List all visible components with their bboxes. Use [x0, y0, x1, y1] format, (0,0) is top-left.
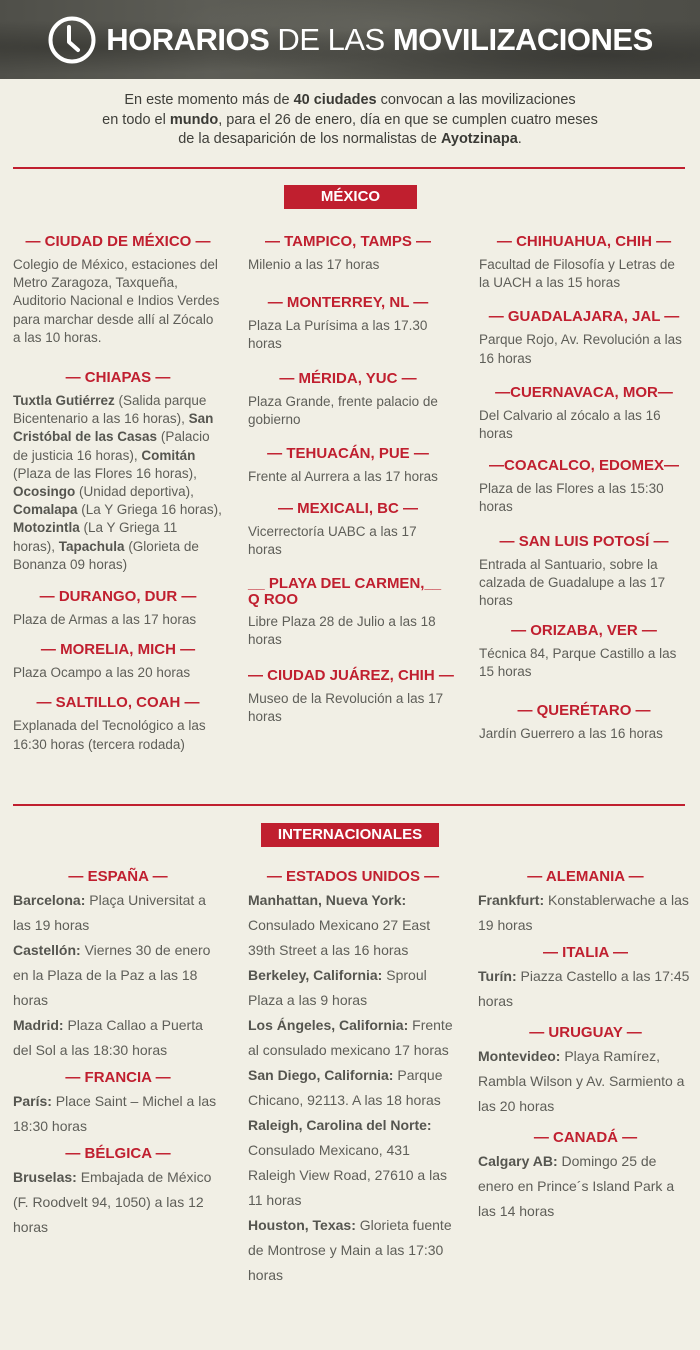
city-name: Berkeley, California: [248, 967, 383, 983]
country-heading: — CANADÁ — [533, 1129, 638, 1146]
mexico-column-2 [248, 233, 454, 726]
city-heading: — GUADALAJARA, JAL — [488, 308, 680, 326]
city-details: Explanada del Tecnológico a las 16:30 horas (tercera rodada) [13, 718, 206, 752]
city-heading: — CHIHUAHUA, CHIH — [496, 233, 672, 250]
location-details: Plaça Universitat a las 19 horas [13, 892, 206, 933]
country-entry [13, 1145, 223, 1240]
intro-highlight: 40 ciudades [293, 92, 377, 108]
intl-column-3 [478, 868, 693, 1224]
city-name: Bruselas: [13, 1169, 77, 1185]
city-name: Montevideo: [478, 1048, 561, 1064]
country-heading: — ESPAÑA — [68, 868, 168, 885]
city-heading: — MORELIA, MICH — [40, 641, 196, 659]
intl-column-1 [13, 868, 223, 1240]
city-name: Los Ángeles, California: [248, 1017, 409, 1033]
country-heading: — FRANCIA — [65, 1069, 171, 1086]
country-entry [478, 944, 693, 1014]
country-entry [478, 868, 693, 938]
place-details: (Salida parque Bicentenario a las 16 horas), [13, 393, 207, 427]
location-item [248, 1013, 458, 1063]
city-details: Plaza Grande, frente palacio de gobierno [248, 393, 438, 427]
place-name: Motozintla [13, 520, 80, 536]
country-heading: — BÉLGICA — [65, 1145, 171, 1162]
location-item [248, 888, 458, 963]
place-details: (Unidad deportiva), [75, 484, 194, 500]
location-item [248, 963, 458, 1013]
city-details: Colegio de México, estaciones del Metro Zaragoza, Taxqueña, Auditorio Nacional e Indios Verdes para marchar desde allí al Zócalo a las 10 horas. [13, 257, 220, 345]
location-item [13, 1165, 223, 1240]
city-details: Parque Rojo, Av. Revolución a las 16 horas [479, 332, 682, 366]
clock-icon [47, 15, 97, 65]
section-label-mexico: MÉXICO [284, 185, 417, 209]
intro-highlight: mundo [169, 111, 219, 128]
intro-highlight: Ayotzinapa [440, 131, 518, 147]
place-name: Ocosingo [13, 484, 76, 500]
mexico-column-1 [13, 233, 223, 754]
location-details: Domingo 25 de enero en Prince´s Island Park a las 14 horas [478, 1153, 675, 1219]
city-name: Manhattan, Nueva York: [248, 892, 407, 908]
country-heading: — ESTADOS UNIDOS — [266, 868, 440, 885]
section-label-internacionales: INTERNACIONALES [261, 823, 439, 847]
city-entry [479, 233, 689, 292]
city-details: Libre Plaza 28 de Julio a las 18 horas [248, 613, 436, 647]
city-name: Calgary AB: [478, 1153, 558, 1169]
place-name: Tapachula [58, 538, 125, 554]
city-name: Raleigh, Carolina del Norte: [248, 1117, 432, 1133]
city-entry [248, 500, 448, 559]
city-details: Técnica 84, Parque Castillo a las 15 horas [479, 646, 677, 680]
city-entry [248, 370, 448, 429]
title-part: DE LAS [269, 21, 393, 57]
city-entry [13, 588, 223, 629]
country-details [478, 1149, 693, 1224]
location-item [478, 888, 693, 938]
city-name: Frankfurt: [478, 892, 545, 908]
location-item [13, 938, 223, 1013]
city-entry [479, 533, 689, 611]
country-entry [478, 1129, 693, 1224]
city-name: Castellón: [13, 942, 81, 958]
city-entry [13, 694, 223, 753]
city-heading: — SALTILLO, COAH — [36, 694, 200, 712]
city-details: Entrada al Santuario, sobre la calzada de Guadalupe a las 17 horas [479, 556, 666, 609]
location-details: Parque Chicano, 92113. A las 18 horas [248, 1067, 443, 1108]
place-details: (La Y Griega 16 horas), [77, 502, 222, 518]
location-item [248, 1113, 458, 1213]
city-details: Facultad de Filosofía y Letras de la UACH a las 15 horas [479, 257, 675, 291]
city-entry [13, 641, 223, 682]
place-name: Comalapa [13, 502, 78, 518]
intro-text-part: de la desaparición de los normalistas de [178, 131, 441, 147]
place-name: Tuxtla Gutiérrez [13, 393, 115, 409]
city-details: Del Calvario al zócalo a las 16 horas [479, 407, 661, 442]
city-name: Madrid: [13, 1017, 64, 1033]
intro-text-part: en todo el [102, 111, 170, 128]
country-entry [13, 1069, 223, 1139]
city-details: Milenio a las 17 horas [248, 257, 380, 272]
location-details: Sproul Plaza a las 9 horas [248, 967, 427, 1008]
location-item [13, 888, 223, 938]
city-heading: — SAN LUIS POTOSÍ — [499, 532, 669, 550]
city-details: Jardín Guerrero a las 16 horas [479, 725, 663, 741]
mexico-column-3 [479, 233, 689, 743]
country-entry [13, 868, 223, 1063]
city-heading: — TEHUACÁN, PUE — [267, 445, 429, 463]
city-entry [479, 622, 689, 681]
city-entry [248, 294, 448, 353]
country-details [13, 888, 223, 1063]
page-title [106, 22, 653, 58]
intro-text-part: . [517, 131, 522, 147]
intro-text [0, 91, 700, 150]
location-item [478, 1044, 693, 1119]
city-heading: — MÉRIDA, YUC — [279, 369, 417, 387]
location-details: Consulado Mexicano, 431 Raleigh View Road, 27610 a las 11 horas [248, 1142, 447, 1208]
location-details: Piazza Castello a las 17:45 horas [478, 968, 690, 1009]
city-heading: — CIUDAD JUÁREZ, CHIH — [248, 667, 454, 685]
location-item [13, 1013, 223, 1063]
city-entry [248, 667, 454, 726]
location-details: Frente al consulado mexicano 17 horas [248, 1017, 453, 1058]
city-heading: — QUERÉTARO — [517, 701, 651, 719]
country-heading: — URUGUAY — [529, 1024, 642, 1041]
city-entry [248, 576, 448, 649]
country-entry [248, 868, 458, 1288]
location-item [478, 1149, 693, 1224]
place-details: (La Y Griega 11 horas), [13, 520, 178, 554]
location-details: Place Saint – Michel a las 18:30 horas [13, 1093, 217, 1134]
country-heading: — ALEMANIA — [527, 868, 644, 885]
city-details: Plaza Ocampo a las 20 horas [13, 665, 191, 681]
place-details: (Palacio de justicia 16 horas), [13, 429, 210, 463]
city-entry [13, 233, 223, 347]
place-details: (Plaza de las Flores 16 horas), [13, 465, 197, 481]
city-entry [248, 233, 448, 274]
location-details: Glorieta fuente de Montrose y Main a las 17:30 horas [248, 1217, 452, 1283]
country-details [478, 888, 693, 938]
location-details: Plaza Callao a Puerta del Sol a las 18:30 horas [13, 1017, 203, 1058]
city-details: Frente al Aurrera a las 17 horas [248, 469, 438, 485]
intro-text-part: , para el 26 de enero, día en que se cumplen cuatro meses [218, 111, 598, 128]
city-entry [479, 702, 689, 743]
location-item [13, 1089, 223, 1139]
city-details: Museo de la Revolución a las 17 horas [248, 691, 444, 725]
city-details: Plaza de Armas a las 17 horas [13, 612, 197, 628]
country-details [248, 888, 458, 1288]
location-details: Konstablerwache a las 19 horas [478, 892, 689, 933]
country-details [478, 964, 693, 1014]
city-heading: __ PLAYA DEL CARMEN,__ Q ROO [248, 574, 442, 608]
country-heading: — ITALIA — [543, 944, 628, 961]
city-details: Plaza La Purísima a las 17.30 horas [248, 318, 428, 352]
city-name: San Diego, California: [248, 1067, 394, 1083]
place-name: San Cristóbal de las Casas [13, 411, 214, 445]
city-name: París: [13, 1093, 52, 1109]
title-part: MOVILIZACIONES [392, 21, 653, 57]
location-details: Embajada de México (F. Roodvelt 94, 1050) a las 12 horas [13, 1169, 212, 1235]
intro-text-part: En este momento más de [124, 92, 294, 108]
location-item [478, 964, 693, 1014]
city-heading: — CIUDAD DE MÉXICO — [25, 233, 211, 250]
city-entry [479, 308, 689, 367]
city-heading: — CHIAPAS — [65, 369, 171, 387]
city-name: Turín: [478, 968, 517, 984]
city-entry [248, 445, 448, 486]
header-banner [0, 0, 700, 79]
city-heading: — ORIZABA, VER — [511, 622, 657, 640]
country-entry [478, 1024, 693, 1119]
city-heading: —COACALCO, EDOMEX— [488, 457, 679, 475]
place-name: Comitán [141, 447, 196, 463]
location-item [248, 1063, 458, 1113]
intl-column-2 [248, 868, 458, 1288]
title-part: HORARIOS [106, 21, 270, 57]
country-details [13, 1089, 223, 1139]
city-entry [479, 384, 689, 443]
city-entry [479, 457, 689, 516]
city-entry [13, 369, 223, 574]
city-name: Houston, Texas: [248, 1217, 356, 1233]
city-heading: — DURANGO, DUR — [39, 588, 197, 606]
location-details: Playa Ramírez, Rambla Wilson y Av. Sarmiento a las 20 horas [478, 1048, 685, 1114]
city-details: Plaza de las Flores a las 15:30 horas [479, 481, 664, 515]
city-heading: — MEXICALI, BC — [277, 500, 418, 518]
country-details [478, 1044, 693, 1119]
location-details: Consulado Mexicano 27 East 39th Street a las 16 horas [248, 917, 431, 958]
city-name: Barcelona: [13, 892, 86, 908]
city-details: Vicerrectoría UABC a las 17 horas [248, 524, 417, 558]
city-heading: — TAMPICO, TAMPS — [264, 233, 432, 250]
divider [13, 804, 685, 806]
city-heading: — MONTERREY, NL — [267, 294, 429, 312]
city-heading: —CUERNAVACA, MOR— [495, 383, 673, 401]
country-details [13, 1165, 223, 1240]
location-details: Viernes 30 de enero en la Plaza de la Paz a las 18 horas [13, 942, 211, 1008]
location-item [248, 1213, 458, 1288]
divider [13, 167, 685, 169]
city-details [13, 392, 223, 574]
place-details: (Glorieta de Bonanza 09 horas) [13, 538, 199, 572]
intro-text-part: convocan a las movilizaciones [376, 92, 576, 108]
